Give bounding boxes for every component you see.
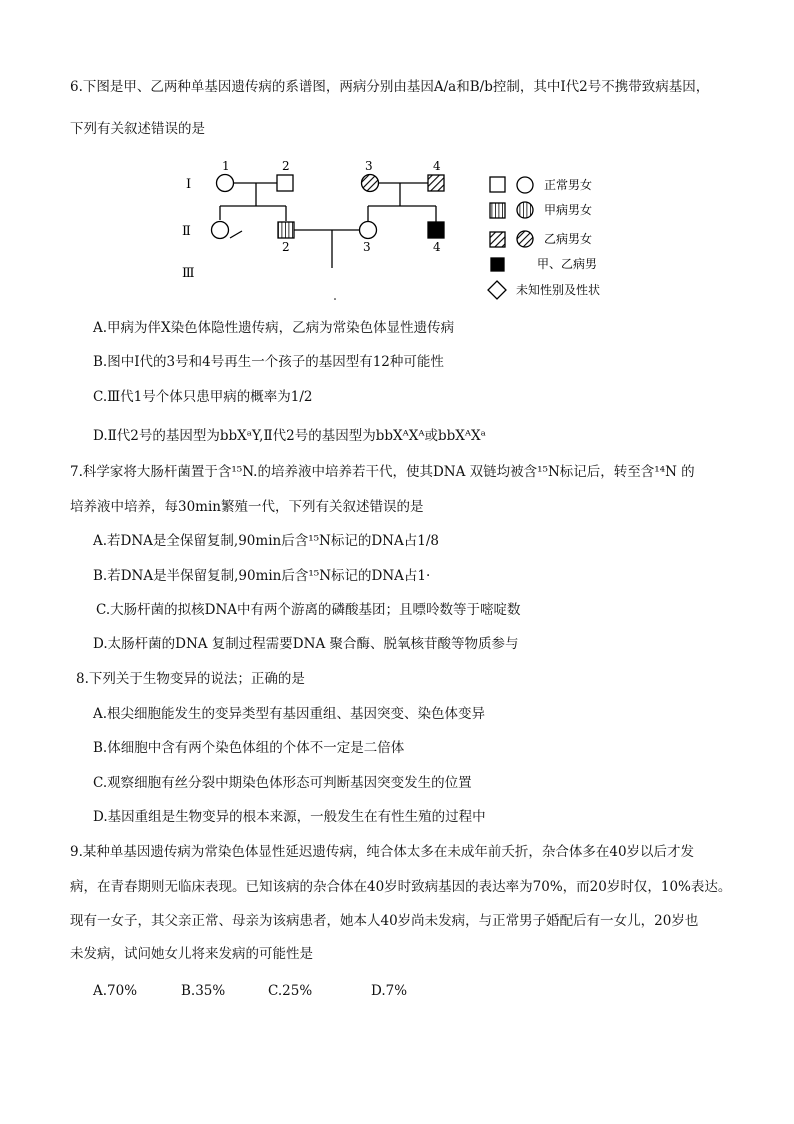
i4-male-disease-b xyxy=(428,175,444,191)
legend-unknown-label: 未知性别及性状 xyxy=(516,283,601,297)
q8-option-c: C.观察细胞有丝分裂中期染色体形态可判断基因突变发生的位置 xyxy=(93,775,472,791)
legend-disease-ab-label: 甲、乙病男 xyxy=(537,257,598,271)
q9-stem-line-2: 病，在青春期则无临床表现。已知该病的杂合体在40岁时致病基因的表达率为70%，而20岁时仅，10%表达。 xyxy=(70,879,732,895)
i3-number: 3 xyxy=(365,159,373,173)
q9-option-b: B.35% xyxy=(181,983,226,999)
q7-option-a: A.若DNA是全保留复制,90min后含¹⁵N标记的DNA占1/8 xyxy=(93,533,439,549)
legend-disease-a-label: 甲病男女 xyxy=(544,203,593,217)
gen-label-2: Ⅱ xyxy=(182,224,191,239)
legend-disease-b-female-icon xyxy=(517,231,533,247)
ii4-male-disease-ab xyxy=(428,222,444,238)
q8-option-d: D.基因重组是生物变异的根本来源，一般发生在有性生殖的过程中 xyxy=(93,809,486,825)
q6-option-d: D.Ⅱ代2号的基因型为bbXᵃY,Ⅱ代2号的基因型为bbXᴬXᴬ或bbXᴬXᵃ xyxy=(93,428,486,444)
ii4-number: 4 xyxy=(433,240,441,254)
i2-number: 2 xyxy=(282,159,290,173)
q8-option-a: A.根尖细胞能发生的变异类型有基因重组、基因突变、染色体变异 xyxy=(93,706,486,722)
q9-stem-line-4: 未发病，试问她女儿将来发病的可能性是 xyxy=(70,946,313,962)
q7-option-c: C.大肠杆菌的拟核DNA中有两个游离的磷酸基团；且嘌呤数等于嘧啶数 xyxy=(96,602,521,618)
i2-male-normal xyxy=(277,175,293,191)
legend-normal-male-icon xyxy=(490,177,505,192)
q6-option-b: B.图中Ⅰ代的3号和4号再生一个孩子的基因型有12种可能性 xyxy=(93,354,444,370)
ii2-number: 2 xyxy=(282,240,290,254)
q6-option-a: A.甲病为伴X染色体隐性遗传病，乙病为常染色体显性遗传病 xyxy=(93,320,455,336)
i3-female-disease-b xyxy=(362,175,379,192)
gen-label-1: Ⅰ xyxy=(186,177,192,192)
i1-number: 1 xyxy=(222,159,230,173)
q8-option-b: B.体细胞中含有两个染色体组的个体不一定是二倍体 xyxy=(93,740,405,756)
legend-unknown-diamond-icon xyxy=(488,281,506,299)
ii3-female-normal xyxy=(360,222,377,239)
legend-normal-label: 正常男女 xyxy=(544,178,593,192)
q9-stem-line-3: 现有一女子，其父亲正常、母亲为该病患者，她本人40岁尚未发病，与正常男子婚配后有一女儿，20岁也 xyxy=(70,913,699,929)
q7-option-d: D.太肠杆菌的DNA 复制过程需要DNA 聚合酶、脱氧核苷酸等物质参与 xyxy=(93,636,519,652)
legend-disease-a-male-icon xyxy=(490,203,505,218)
pedigree-figure xyxy=(180,158,640,308)
q9-stem-line-1: 9.某种单基因遗传病为常染色体显性延迟遗传病，纯合体太多在未成年前夭折，杂合体多在40岁以后才发 xyxy=(70,844,695,860)
q7-stem-line-1: 7.科学家将大肠杆菌置于含¹⁵N.的培养液中培养若干代，使其DNA 双链均被含¹⁵N标记后，转至含¹⁴N 的 xyxy=(70,464,695,480)
ii2-male-disease-a xyxy=(278,222,294,238)
i4-number: 4 xyxy=(433,159,441,173)
q6-option-c: C.Ⅲ代1号个体只患甲病的概率为1/2 xyxy=(93,389,313,405)
ii1-female-normal xyxy=(212,222,229,239)
q9-option-a: A.70% xyxy=(93,983,138,999)
legend-normal-female-icon xyxy=(517,177,533,193)
legend-disease-ab-male-icon xyxy=(491,258,504,271)
i1-female-normal xyxy=(217,175,234,192)
q9-option-c: C.25% xyxy=(268,983,313,999)
legend-disease-b-male-icon xyxy=(490,232,505,247)
q7-stem-line-2: 培养液中培养，每30min繁殖一代，下列有关叙述错误的是 xyxy=(70,499,424,515)
q9-option-d: D.7% xyxy=(371,983,408,999)
legend-disease-a-female-icon xyxy=(517,202,533,218)
legend-disease-b-label: 乙病男女 xyxy=(544,232,593,246)
q8-stem: 8.下列关于生物变异的说法；正确的是 xyxy=(76,671,305,687)
ii3-number: 3 xyxy=(363,240,371,254)
q6-stem-line-2: 下列有关叙述错误的是 xyxy=(70,121,205,137)
gen-label-3: Ⅲ xyxy=(182,266,195,281)
q7-option-b: B.若DNA是半保留复制,90min后含¹⁵N标记的DNA占1· xyxy=(93,568,431,584)
q6-stem-line-1: 6.下图是甲、乙两种单基因遗传病的系谱图，两病分别由基因A/a和B/b控制，其中Ⅰ代2号不携带致病基因， xyxy=(70,79,710,95)
pedigree-legend xyxy=(488,177,600,299)
